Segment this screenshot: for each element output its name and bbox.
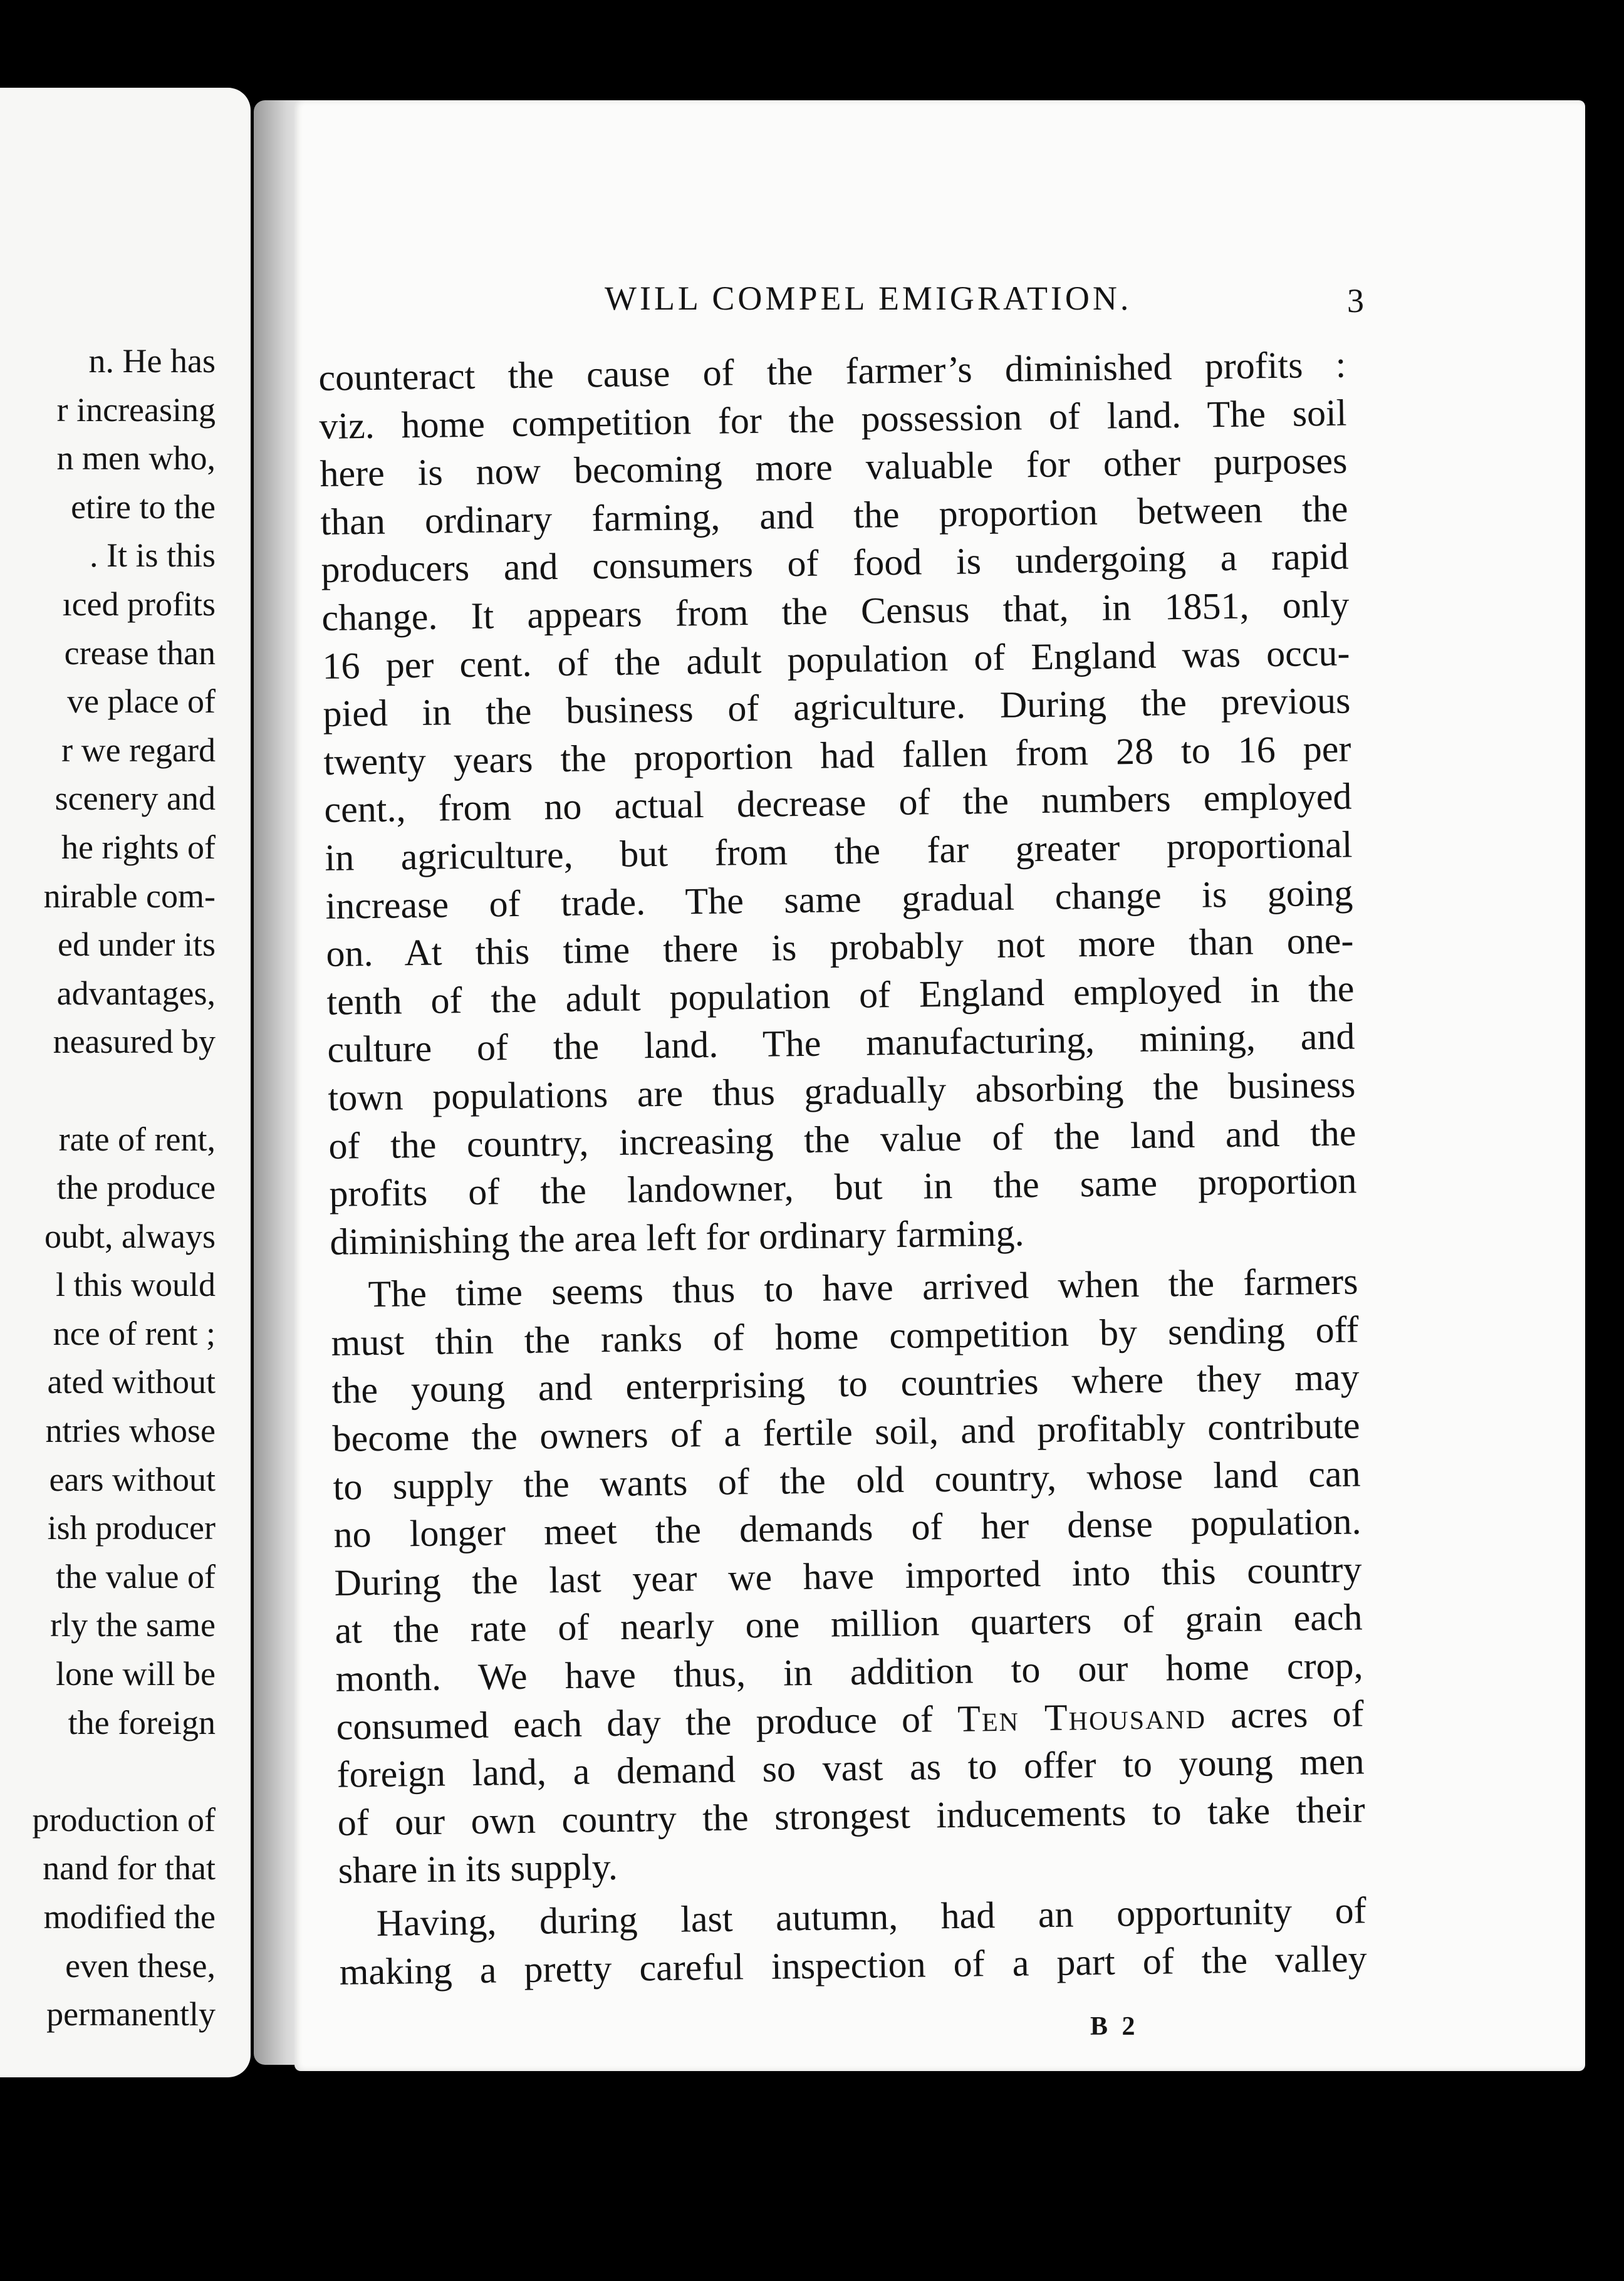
text-line: foreign land, a demand so vast as to offer to young men: [336, 1740, 1365, 1796]
smallcaps-phrase: Ten Thousand: [957, 1694, 1207, 1740]
prev-line: ıced profits: [62, 585, 216, 623]
text-fragment: consumed each day the produce of: [336, 1698, 958, 1748]
prev-line: ntries whose: [45, 1412, 216, 1450]
text-line: increase of trade. The same gradual change is going: [325, 871, 1353, 927]
text-line: pied in the business of agriculture. During the previous: [323, 679, 1351, 735]
text-line: become the owners of a fertile soil, and profitably contribute: [332, 1404, 1360, 1459]
text-line: the young and enterprising to countries where they may: [331, 1356, 1360, 1412]
text-line: of our own country the strongest inducements to take their: [337, 1788, 1365, 1844]
prev-line: crease than: [64, 634, 216, 672]
previous-page-fragment: [0, 88, 251, 2077]
current-page: [294, 100, 1585, 2071]
running-head: [294, 279, 1585, 323]
prev-line: the foreign: [68, 1703, 216, 1741]
prev-line: the produce: [56, 1169, 216, 1207]
text-line: culture of the land. The manufacturing, mining, and: [327, 1015, 1355, 1071]
prev-line: production of: [32, 1800, 216, 1839]
prev-line: n. He has: [88, 342, 216, 380]
body-text: [318, 341, 1367, 1996]
prev-line: advantages,: [56, 974, 216, 1012]
text-line: diminishing the area left for ordinary farming.: [330, 1212, 1024, 1263]
text-line: cent., from no actual decrease of the numbers employed: [324, 775, 1352, 831]
text-line: to supply the wants of the old country, whose land can: [333, 1453, 1361, 1508]
prev-line: permanently: [46, 1995, 216, 2033]
prev-line: rate of rent,: [58, 1120, 216, 1158]
text-line: tenth of the adult population of England employed in the: [326, 968, 1355, 1023]
prev-line: oubt, always: [44, 1217, 216, 1255]
signature-mark: B 2: [1090, 2012, 1139, 2041]
running-title: WILL COMPEL EMIGRATION.: [605, 279, 1132, 317]
prev-line: rly the same: [50, 1606, 216, 1644]
text-line: than ordinary farming, and the proportion between the: [320, 488, 1348, 543]
prev-line: n men who,: [56, 439, 216, 478]
prev-line: r increasing: [56, 390, 216, 429]
prev-line: [0, 1747, 216, 1796]
text-line: viz. home competition for the possession of land. The soil: [319, 392, 1347, 447]
text-line: no longer meet the demands of her dense population.: [333, 1500, 1361, 1556]
text-line: of the country, increasing the value of the land and the: [328, 1111, 1356, 1167]
previous-page-lines: [0, 337, 216, 2039]
text-line: profits of the landowner, but in the same proportion: [329, 1159, 1357, 1214]
text-line: on. At this time there is probably not more than one-: [326, 919, 1354, 975]
text-line: During the last year we have imported into this country: [334, 1548, 1362, 1604]
text-line: town populations are thus gradually absorbing the business: [328, 1063, 1356, 1119]
text-line: change. It appears from the Census that, in 1851, only: [321, 583, 1350, 639]
prev-line: lone will be: [56, 1655, 216, 1693]
prev-line: modified the: [43, 1898, 216, 1936]
text-line: 16 per cent. of the adult population of England was occu-: [322, 632, 1350, 687]
prev-line: ears without: [49, 1460, 216, 1498]
page-number: 3: [1347, 282, 1364, 320]
prev-line: [0, 1067, 216, 1115]
prev-line: even these,: [65, 1946, 216, 1985]
text-line: counteract the cause of the farmer’s diminished profits :: [318, 343, 1346, 399]
text-line: producers and consumers of food is undergoing a rapid: [321, 535, 1349, 591]
text-line: The time seems thus to have arrived when the farmers: [368, 1260, 1358, 1315]
prev-line: nirable com-: [43, 877, 216, 915]
prev-line: ish producer: [47, 1509, 216, 1547]
prev-line: r we regard: [61, 731, 216, 769]
text-line: share in its supply.: [338, 1846, 618, 1892]
prev-line: the value of: [56, 1557, 216, 1595]
text-line: here is now becoming more valuable for other purposes: [320, 439, 1348, 495]
prev-line: he rights of: [61, 828, 216, 866]
prev-line: neasured by: [53, 1023, 216, 1061]
text-line: Having, during last autumn, had an opportunity of: [376, 1889, 1367, 1944]
prev-line: nand for that: [43, 1849, 216, 1887]
prev-line: ated without: [47, 1363, 216, 1401]
prev-line: scenery and: [55, 780, 216, 818]
text-line: in agriculture, but from the far greater proportional: [325, 823, 1353, 879]
prev-line: . It is this: [89, 536, 216, 575]
prev-line: ve place of: [67, 682, 216, 721]
prev-line: l this would: [55, 1266, 216, 1304]
text-line: making a pretty careful inspection of a part of the valley: [339, 1937, 1368, 1993]
text-line: month. We have thus, in addition to our home crop,: [335, 1644, 1363, 1699]
prev-line: etire to the: [71, 488, 216, 526]
text-line: must thin the ranks of home competition by sending off: [331, 1308, 1359, 1364]
text-line: twenty years the proportion had fallen from 28 to 16 per: [323, 728, 1351, 783]
prev-line: ed under its: [58, 926, 216, 964]
text-line: at the rate of nearly one million quarters of grain each: [335, 1596, 1363, 1652]
text-fragment: acres of: [1205, 1692, 1364, 1736]
prev-line: nce of rent ;: [53, 1314, 216, 1352]
